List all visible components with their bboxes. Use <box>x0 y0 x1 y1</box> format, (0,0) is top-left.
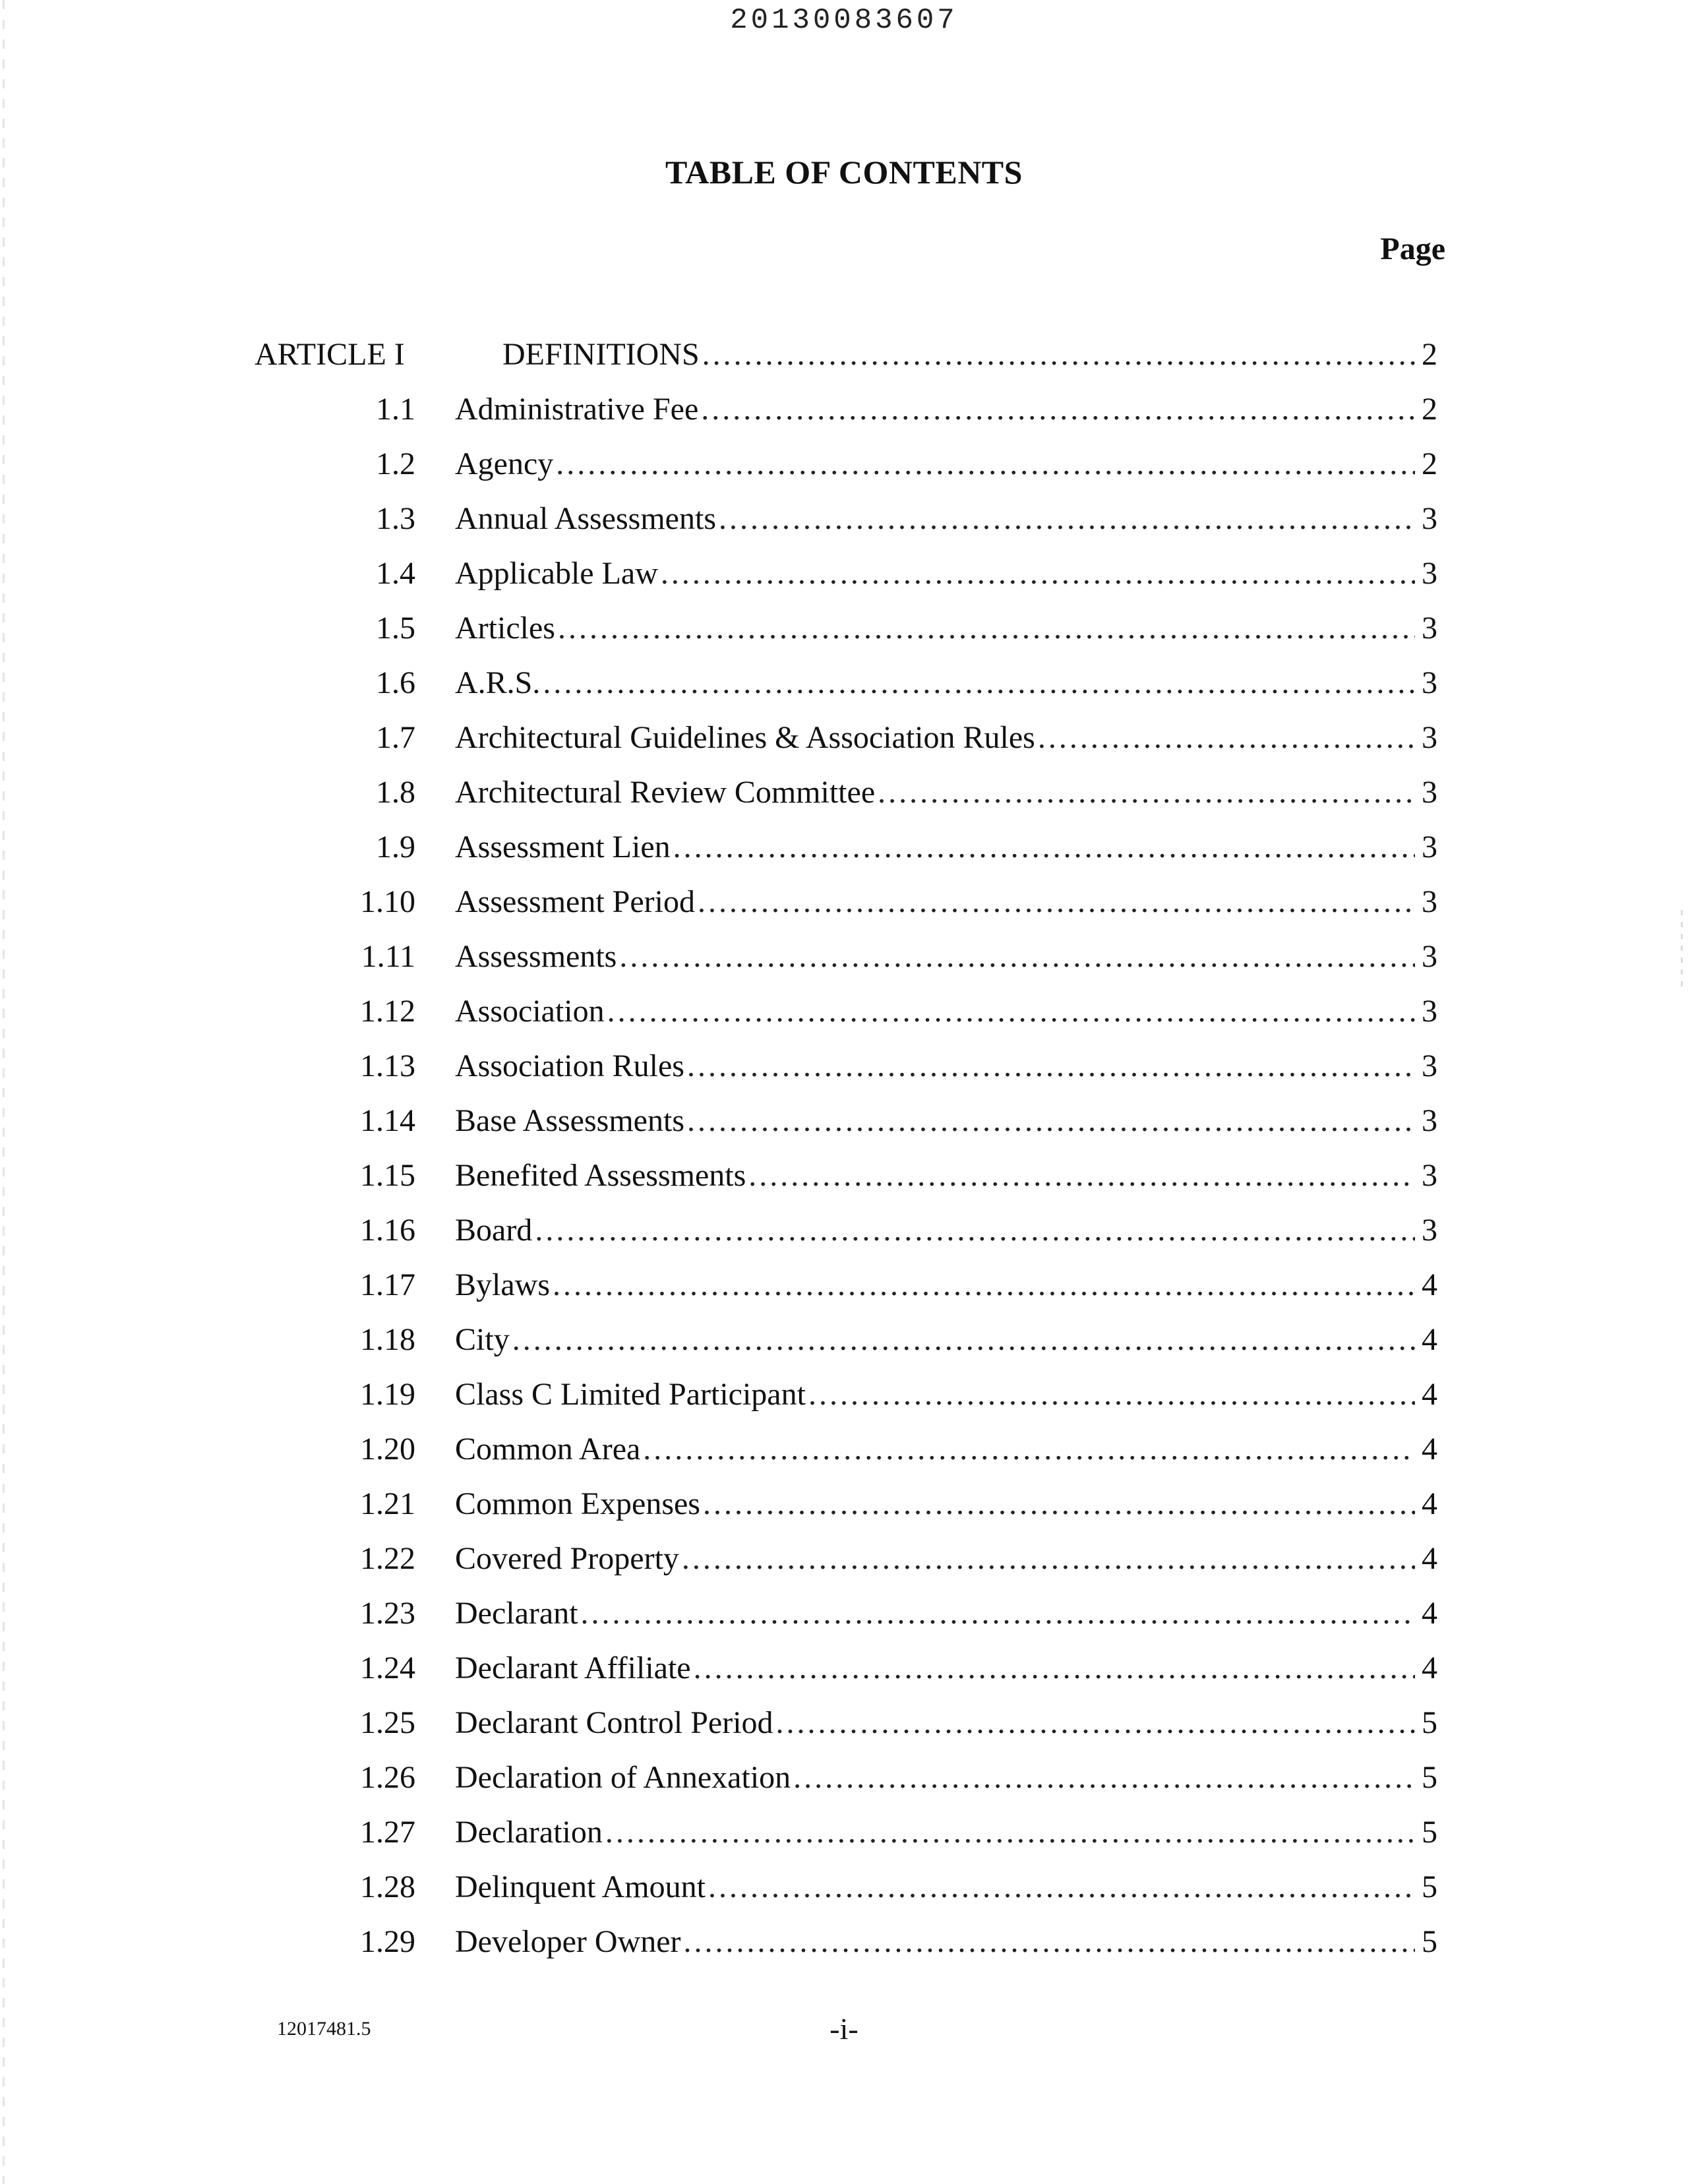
toc-row <box>0 1260 1688 1315</box>
toc-entry-label: Board <box>455 1213 533 1248</box>
toc-row <box>0 439 1688 494</box>
toc-entry-number: 1.14 <box>360 1103 415 1138</box>
toc-entry-number: 1.13 <box>360 1048 415 1083</box>
toc-entry-page: 4 <box>1422 1541 1437 1576</box>
toc-entry <box>455 1479 1437 1529</box>
toc-entry <box>455 1205 1437 1256</box>
toc-row <box>0 1315 1688 1370</box>
toc-entry-label: Bylaws <box>455 1267 550 1302</box>
toc-entry-label: Declarant Control Period <box>455 1705 773 1740</box>
toc-entry <box>455 1096 1437 1146</box>
toc-row <box>0 1205 1688 1260</box>
toc-entry-page: 5 <box>1422 1815 1437 1850</box>
toc-entry-label: Base Assessments <box>455 1103 684 1138</box>
toc-entry-label: Association Rules <box>455 1048 684 1083</box>
toc-entry-number: 1.1 <box>376 392 415 427</box>
toc-row <box>0 1096 1688 1151</box>
toc-entry-label: City <box>455 1322 510 1357</box>
toc-entry-label: Benefited Assessments <box>455 1158 746 1193</box>
toc-entry <box>455 1424 1437 1474</box>
toc-entry-number: 1.5 <box>376 611 415 646</box>
toc-list <box>0 330 1688 1972</box>
toc-entry <box>455 1862 1437 1912</box>
toc-entry <box>455 494 1437 544</box>
toc-entry-number: 1.7 <box>376 720 415 755</box>
toc-row <box>0 1589 1688 1643</box>
dot-leader <box>553 1260 1415 1310</box>
toc-entry-page: 3 <box>1422 884 1437 919</box>
toc-entry-number: 1.11 <box>361 939 415 974</box>
toc-entry-page: 3 <box>1422 556 1437 591</box>
toc-entry-label: Association <box>455 994 605 1029</box>
toc-entry-number: 1.12 <box>360 994 415 1029</box>
dot-leader <box>1038 713 1415 763</box>
recording-number: 20130083607 <box>730 4 958 37</box>
toc-row <box>0 1370 1688 1424</box>
toc-entry <box>455 1041 1437 1091</box>
toc-entry-label: Covered Property <box>455 1541 679 1576</box>
toc-entry <box>455 768 1437 818</box>
toc-entry-page: 4 <box>1422 1486 1437 1521</box>
page-folio: -i- <box>829 2012 859 2046</box>
toc-row <box>0 1862 1688 1917</box>
toc-entry <box>455 1370 1437 1420</box>
toc-row <box>0 1753 1688 1807</box>
page-column-heading: Page <box>1380 231 1445 266</box>
toc-entry-label: Developer Owner <box>455 1924 681 1959</box>
toc-entry-page: 3 <box>1422 994 1437 1029</box>
toc-entry <box>455 439 1437 489</box>
toc-entry <box>455 384 1437 435</box>
toc-entry <box>502 330 1437 380</box>
toc-entry-label: Articles <box>455 611 555 646</box>
toc-article-row <box>0 330 1688 384</box>
toc-row <box>0 658 1688 713</box>
toc-row <box>0 822 1688 877</box>
dot-leader <box>682 1534 1415 1584</box>
dot-leader <box>708 1862 1415 1912</box>
toc-row <box>0 1151 1688 1205</box>
dot-leader <box>808 1370 1415 1420</box>
toc-row <box>0 986 1688 1041</box>
toc-entry-number: 1.9 <box>376 830 415 864</box>
dot-leader <box>694 1643 1415 1693</box>
toc-entry <box>455 1753 1437 1803</box>
toc-row <box>0 494 1688 549</box>
toc-entry-label: A.R.S. <box>455 665 541 700</box>
dot-leader <box>687 1041 1415 1091</box>
toc-entry-label: Assessments <box>455 939 617 974</box>
toc-row <box>0 1807 1688 1862</box>
toc-entry-label: Annual Assessments <box>455 501 716 536</box>
toc-entry-page: 3 <box>1422 1103 1437 1138</box>
toc-entry <box>455 658 1437 708</box>
toc-entry-number: 1.26 <box>360 1760 415 1795</box>
toc-entry-page: 4 <box>1422 1596 1437 1631</box>
toc-entry-page: 2 <box>1422 446 1437 481</box>
toc-entry <box>455 1151 1437 1201</box>
toc-entry-label: Agency <box>455 446 554 481</box>
toc-entry-label: Administrative Fee <box>455 392 699 427</box>
page-title: TABLE OF CONTENTS <box>665 154 1023 191</box>
toc-entry <box>455 1643 1437 1693</box>
toc-entry-number: 1.23 <box>360 1596 415 1631</box>
toc-entry <box>455 932 1437 982</box>
toc-entry-label: Class C Limited Participant <box>455 1377 806 1412</box>
dot-leader <box>558 603 1415 653</box>
toc-entry-label: Architectural Guidelines & Association Rules <box>455 720 1035 755</box>
toc-entry-page: 2 <box>1422 337 1437 372</box>
toc-entry-number: 1.20 <box>360 1432 415 1467</box>
dot-leader <box>581 1589 1415 1639</box>
toc-row <box>0 1534 1688 1589</box>
toc-entry-label: Declarant Affiliate <box>455 1651 691 1685</box>
dot-leader <box>607 986 1415 1037</box>
dot-leader <box>719 494 1415 544</box>
dot-leader <box>512 1315 1415 1365</box>
dot-leader <box>556 439 1415 489</box>
toc-row <box>0 603 1688 658</box>
toc-entry-label: Assessment Lien <box>455 830 671 864</box>
toc-entry-page: 3 <box>1422 1158 1437 1193</box>
dot-leader <box>535 1205 1415 1256</box>
toc-row <box>0 1479 1688 1534</box>
toc-entry-label: Delinquent Amount <box>455 1869 706 1904</box>
toc-row <box>0 932 1688 986</box>
toc-entry <box>455 1315 1437 1365</box>
toc-entry-page: 5 <box>1422 1869 1437 1904</box>
toc-row <box>0 768 1688 822</box>
toc-entry <box>455 1260 1437 1310</box>
toc-entry <box>455 1807 1437 1858</box>
toc-entry-number: 1.4 <box>376 556 415 591</box>
toc-row <box>0 1424 1688 1479</box>
toc-entry-number: 1.10 <box>360 884 415 919</box>
toc-entry <box>455 986 1437 1037</box>
toc-entry <box>455 603 1437 653</box>
dot-leader <box>702 330 1415 380</box>
toc-entry-page: 2 <box>1422 392 1437 427</box>
toc-entry-label: Declaration <box>455 1815 603 1850</box>
dot-leader <box>661 549 1415 599</box>
toc-row <box>0 713 1688 768</box>
toc-entry-number: ARTICLE I <box>255 337 405 372</box>
toc-entry-page: 3 <box>1422 1213 1437 1248</box>
toc-entry-label: Declaration of Annexation <box>455 1760 791 1795</box>
toc-entry-page: 5 <box>1422 1924 1437 1959</box>
toc-entry <box>455 1917 1437 1967</box>
toc-entry-number: 1.29 <box>360 1924 415 1959</box>
toc-entry-page: 3 <box>1422 830 1437 864</box>
dot-leader <box>543 658 1415 708</box>
toc-row <box>0 1917 1688 1972</box>
toc-entry-number: 1.6 <box>376 665 415 700</box>
toc-entry-number: 1.19 <box>360 1377 415 1412</box>
dot-leader <box>605 1807 1415 1858</box>
toc-entry-label: Common Area <box>455 1432 641 1467</box>
toc-entry-number: 1.3 <box>376 501 415 536</box>
toc-entry-page: 3 <box>1422 611 1437 646</box>
toc-entry-number: 1.16 <box>360 1213 415 1248</box>
toc-entry <box>455 1534 1437 1584</box>
toc-entry-number: 1.18 <box>360 1322 415 1357</box>
toc-entry-page: 4 <box>1422 1322 1437 1357</box>
toc-entry-number: 1.21 <box>360 1486 415 1521</box>
toc-entry <box>455 1589 1437 1639</box>
toc-entry <box>455 877 1437 927</box>
toc-entry-page: 3 <box>1422 1048 1437 1083</box>
dot-leader <box>673 822 1415 872</box>
toc-entry-page: 4 <box>1422 1432 1437 1467</box>
toc-row <box>0 1643 1688 1698</box>
dot-leader <box>701 384 1415 435</box>
toc-entry-label: Architectural Review Committee <box>455 775 876 810</box>
toc-entry-page: 4 <box>1422 1377 1437 1412</box>
dot-leader <box>703 1479 1415 1529</box>
toc-entry-label: Applicable Law <box>455 556 658 591</box>
dot-leader <box>643 1424 1415 1474</box>
dot-leader <box>878 768 1415 818</box>
dot-leader <box>687 1096 1415 1146</box>
toc-entry-number: 1.17 <box>360 1267 415 1302</box>
toc-entry-number: 1.15 <box>360 1158 415 1193</box>
toc-entry-number: 1.27 <box>360 1815 415 1850</box>
toc-entry <box>455 1698 1437 1748</box>
dot-leader <box>793 1753 1415 1803</box>
toc-entry-label: DEFINITIONS <box>502 337 700 372</box>
toc-entry-number: 1.8 <box>376 775 415 810</box>
toc-entry-number: 1.28 <box>360 1869 415 1904</box>
toc-row <box>0 384 1688 439</box>
dot-leader <box>776 1698 1415 1748</box>
dot-leader <box>698 877 1415 927</box>
toc-entry-page: 3 <box>1422 501 1437 536</box>
toc-row <box>0 549 1688 603</box>
toc-entry-number: 1.22 <box>360 1541 415 1576</box>
toc-entry-label: Declarant <box>455 1596 578 1631</box>
toc-entry-page: 4 <box>1422 1651 1437 1685</box>
toc-entry <box>455 822 1437 872</box>
toc-row <box>0 1698 1688 1753</box>
toc-row <box>0 1041 1688 1096</box>
toc-entry-number: 1.25 <box>360 1705 415 1740</box>
toc-entry-page: 3 <box>1422 720 1437 755</box>
toc-entry <box>455 549 1437 599</box>
toc-row <box>0 877 1688 932</box>
toc-entry <box>455 713 1437 763</box>
toc-entry-page: 5 <box>1422 1705 1437 1740</box>
toc-entry-page: 3 <box>1422 775 1437 810</box>
toc-entry-number: 1.2 <box>376 446 415 481</box>
dot-leader <box>684 1917 1415 1967</box>
toc-entry-page: 3 <box>1422 939 1437 974</box>
document-id: 12017481.5 <box>277 2018 371 2040</box>
toc-entry-label: Common Expenses <box>455 1486 700 1521</box>
dot-leader <box>748 1151 1415 1201</box>
toc-entry-page: 4 <box>1422 1267 1437 1302</box>
toc-entry-label: Assessment Period <box>455 884 695 919</box>
toc-entry-number: 1.24 <box>360 1651 415 1685</box>
toc-entry-page: 5 <box>1422 1760 1437 1795</box>
dot-leader <box>619 932 1415 982</box>
toc-entry-page: 3 <box>1422 665 1437 700</box>
